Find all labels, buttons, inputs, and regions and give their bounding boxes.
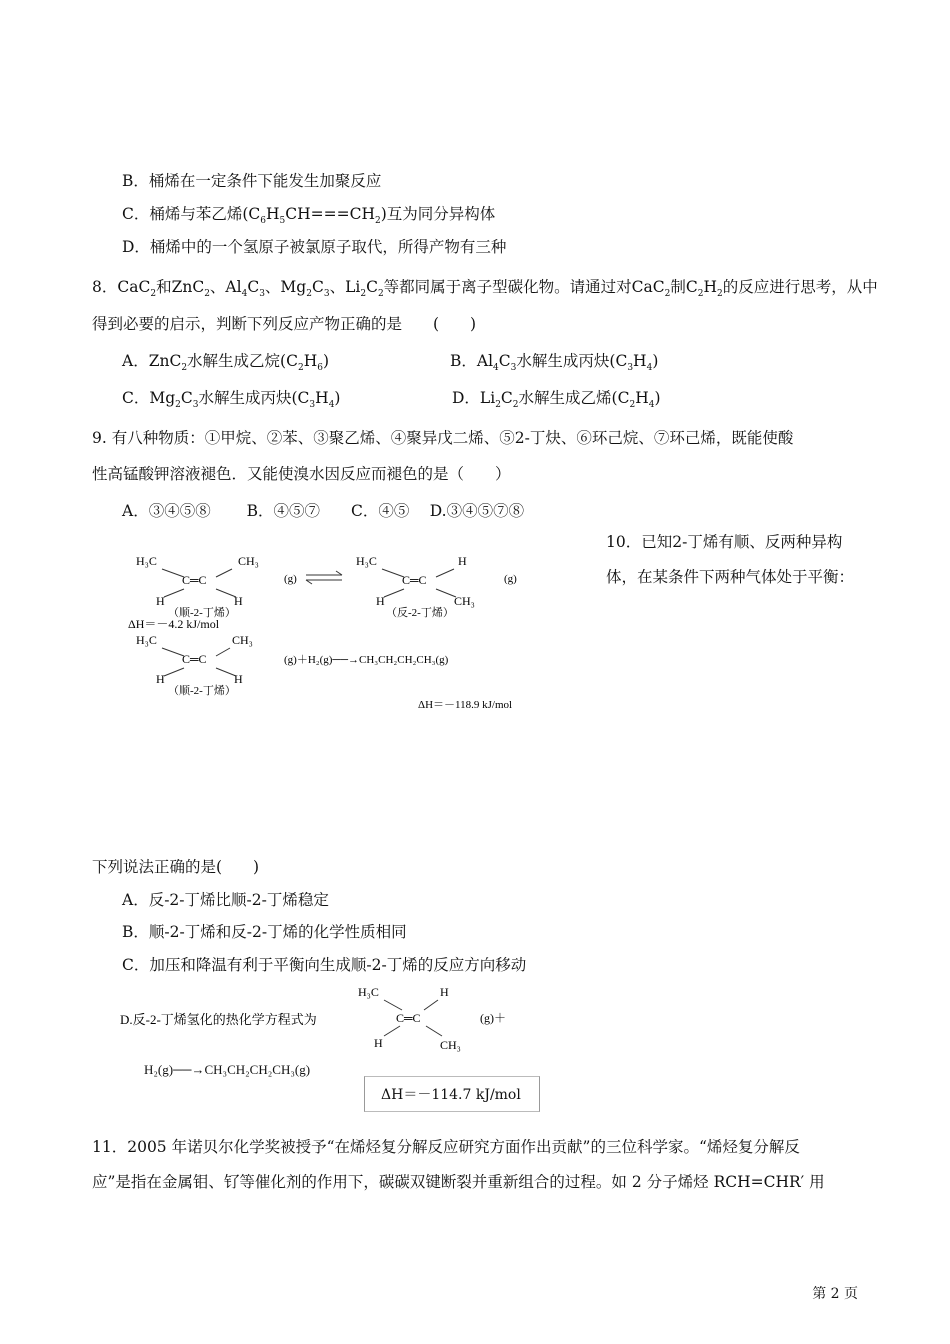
q8-option-a: A．ZnC$_2$水解生成乙烷$(C_2H_6)$ <box>122 352 330 373</box>
cis-h-left: H <box>156 594 165 608</box>
q8-option-b: B．$Al_4C_3$水解生成丙炔$(C_3H_4)$ <box>450 352 659 373</box>
d-h-top: H <box>440 985 449 999</box>
gas-state-label: (g) <box>504 573 517 585</box>
q11-stem-line2: 应”是指在金属钼、钌等催化剂的作用下，碳碳双键断裂并重新组合的过程。如 2 分子烯烃 RCH=CHR′ 用 <box>92 1173 825 1191</box>
q10-intro-line2: 体，在某条件下两种气体处于平衡： <box>606 568 855 586</box>
bond <box>384 589 404 597</box>
trans-double-bond: C═C <box>402 573 427 587</box>
bond <box>216 569 232 577</box>
equilibrium-diagram <box>120 545 600 715</box>
d-double-bond: C═C <box>396 1011 421 1025</box>
cis-double-bond: C═C <box>182 573 207 587</box>
d-gas-plus: (g)＋ <box>480 1011 506 1025</box>
cis2-ch3-label: CH₃ <box>232 633 253 647</box>
q8-option-c: C．$Mg_2C_3$水解生成丙炔$(C_3H_4)$ <box>122 389 341 410</box>
d-h-bottom: H <box>374 1036 383 1050</box>
q7-option-d: D．桶烯中的一个氢原子被氯原子取代，所得产物有三种 <box>122 238 507 256</box>
q10-option-c: C．加压和降温有利于平衡向生成顺-2-丁烯的反应方向移动 <box>122 956 527 974</box>
q8-stem-line1: 8．CaC$_2$和ZnC$_2$、$Al_4C_3$、$Mg_2C_3$、$Li_2C_2$等都同属于离子型碳化物。请通过对CaC$_2$制$C_2H_2$的反应进行思考，从中 <box>92 278 878 299</box>
bond <box>382 569 404 577</box>
q9-options: A．③④⑤⑧ B．④⑤⑦ C．④⑤ D.③④⑤⑦⑧ <box>122 502 525 520</box>
trans-ch3-label: CH₃ <box>454 594 475 608</box>
gas-state-label: (g) <box>284 573 297 585</box>
q10-option-a: A．反-2-丁烯比顺-2-丁烯稳定 <box>122 891 329 909</box>
cis-h3c-label: H₃C <box>136 554 157 568</box>
page-number: 第 2 页 <box>812 1286 858 1302</box>
cis2-h-left: H <box>156 672 165 686</box>
q10-intro-line1: 10．已知2-丁烯有顺、反两种异构 <box>606 533 843 551</box>
q9-stem-line2: 性高锰酸钾溶液褪色．又能使溴水因反应而褪色的是（ ） <box>92 465 511 483</box>
trans-h-bottom: H <box>376 594 385 608</box>
bond <box>436 589 456 597</box>
bond <box>216 589 236 597</box>
q11-stem-line1: 11．2005 年诺贝尔化学奖被授予“在烯烃复分解反应研究方面作出贡献”的三位科学家。“烯烃复分解反 <box>92 1138 800 1156</box>
cis2-double-bond: C═C <box>182 652 207 666</box>
q8-option-d: D．$Li_2C_2$水解生成乙烯$(C_2H_4)$ <box>452 389 661 410</box>
q10-option-d-equation: H₂(g)──→CH₃CH₂CH₂CH₃(g) <box>144 1062 311 1077</box>
cis2-name-label: （顺-2-丁烯） <box>168 685 236 697</box>
delta-h-box <box>364 1076 540 1112</box>
bond <box>436 569 454 577</box>
delta-h-2: ΔH＝－118.9 kJ/mol <box>418 699 513 711</box>
q8-stem-line2: 得到必要的启示，判断下列反应产物正确的是 ( ) <box>92 315 477 333</box>
trans-h-top: H <box>458 554 467 568</box>
q9-stem-line1: 9. 有八种物质：①甲烷、②苯、③聚乙烯、④聚异戊二烯、⑤2-丁炔、⑥环己烷、⑦环己烯，既能使酸 <box>92 429 794 447</box>
d-ch3-label: CH₃ <box>440 1038 461 1052</box>
cis2-h-right: H <box>234 672 243 686</box>
q10-option-b: B．顺-2-丁烯和反-2-丁烯的化学性质相同 <box>122 923 407 941</box>
trans-name-label: （反-2-丁烯） <box>386 607 454 619</box>
q7-option-c: C．桶烯与苯乙烯$(C_6H_5CH===CH_2)$互为同分异构体 <box>122 205 496 226</box>
cis-ch3-label: CH₃ <box>238 554 259 568</box>
trans-h3c-label: H₃C <box>356 554 377 568</box>
hydrogenation-equation: (g)＋H₂(g)──→CH₃CH₂CH₂CH₃(g) <box>284 654 449 666</box>
cis2-h3c-label: H₃C <box>136 633 157 647</box>
bond <box>164 589 184 597</box>
bond <box>162 569 184 577</box>
q7-option-b: B．桶烯在一定条件下能发生加聚反应 <box>122 172 382 190</box>
delta-h-1: ΔH＝－4.2 kJ/mol <box>128 617 220 631</box>
q10-option-d-delta-h: ΔH＝－114.7 kJ/mol <box>381 1087 521 1103</box>
cis-name-label: （顺-2-丁烯） <box>168 607 236 619</box>
q10-option-d-text: D.反-2-丁烯氢化的热化学方程式为 <box>120 1012 317 1027</box>
q10-question: 下列说法正确的是( ) <box>92 858 260 876</box>
d-h3c-label: H₃C <box>358 985 379 999</box>
option-d-diagram <box>120 980 540 1070</box>
cis-h-right: H <box>234 594 243 608</box>
